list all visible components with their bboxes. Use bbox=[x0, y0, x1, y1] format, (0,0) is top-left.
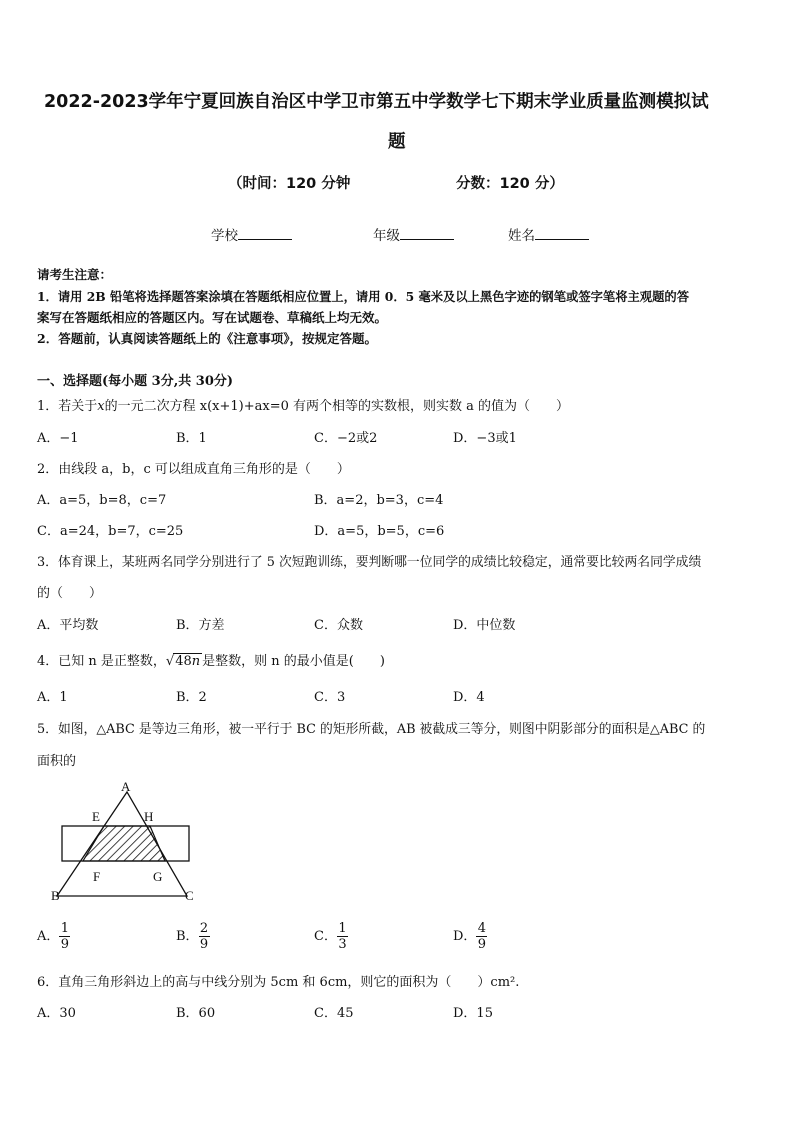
school-blank[interactable] bbox=[238, 227, 292, 240]
q3-option-a[interactable]: A．平均数 bbox=[37, 618, 99, 633]
grade-label: 年级 bbox=[373, 228, 400, 244]
label-b: B bbox=[51, 888, 60, 903]
q3-option-b[interactable]: B．方差 bbox=[176, 618, 225, 633]
label-a: A bbox=[121, 779, 131, 794]
name-blank[interactable] bbox=[535, 227, 589, 240]
q5-option-c[interactable]: C． $\frac{1}{3}$ bbox=[314, 921, 347, 952]
q1-option-a[interactable]: A．−1 bbox=[37, 431, 79, 446]
shaded-region bbox=[83, 826, 165, 861]
triangle-figure bbox=[45, 778, 205, 904]
q4-option-c[interactable]: C．3 bbox=[314, 690, 346, 705]
label-g: G bbox=[153, 869, 163, 884]
page-title-line2: 题 bbox=[388, 132, 406, 152]
question-1-stem: 1．若关于x的一元二次方程 x(x+1)+ax=0 有两个相等的实数根，则实数 a 的值为（ ） bbox=[37, 399, 570, 414]
sqrt-sign: √ bbox=[165, 654, 175, 669]
name-label: 姓名 bbox=[508, 228, 535, 244]
label-f: F bbox=[93, 869, 101, 884]
school-field[interactable] bbox=[211, 224, 292, 244]
school-label: 学校 bbox=[211, 228, 238, 244]
q4-option-b[interactable]: B．2 bbox=[176, 690, 207, 705]
q6-option-a[interactable]: A．30 bbox=[37, 1006, 76, 1021]
q3-option-c[interactable]: C．众数 bbox=[314, 618, 363, 633]
label-c: C bbox=[185, 888, 194, 903]
grade-field[interactable] bbox=[373, 224, 454, 244]
q5-option-b[interactable]: B． $\frac{2}{9}$ bbox=[176, 921, 209, 952]
q3-option-d[interactable]: D．中位数 bbox=[453, 618, 516, 633]
q1-option-c[interactable]: C．−2或2 bbox=[314, 431, 378, 446]
q6-option-c[interactable]: C．45 bbox=[314, 1006, 354, 1021]
question-5-line2: 面积的 bbox=[37, 754, 77, 769]
name-field[interactable] bbox=[508, 224, 589, 244]
notice-line1: 1．请用 2B 铅笔将选择题答案涂填在答题纸相应位置上，请用 0．5 毫米及以上黑色字迹的钢笔或签字笔将主观题的答 bbox=[37, 289, 689, 304]
label-e: E bbox=[92, 809, 100, 824]
q1-option-d[interactable]: D．−3或1 bbox=[453, 431, 517, 446]
q2-option-a[interactable]: A．a=5，b=8，c=7 bbox=[37, 493, 167, 508]
sqrt-radicand: 48n bbox=[175, 654, 201, 669]
question-2-stem: 2．由线段 a，b，c 可以组成直角三角形的是（ ） bbox=[37, 462, 350, 477]
grade-blank[interactable] bbox=[400, 227, 454, 240]
q5-option-d[interactable]: D． $\frac{4}{9}$ bbox=[453, 921, 487, 952]
q6-option-d[interactable]: D．15 bbox=[453, 1006, 493, 1021]
label-h: H bbox=[144, 809, 154, 824]
question-3-line1: 3．体育课上，某班两名同学分别进行了 5 次短跑训练，要判断哪一位同学的成绩比较稳定，通常要比较两名同学成绩 bbox=[37, 555, 702, 570]
question-5-line1: 5．如图，△ABC 是等边三角形，被一平行于 BC 的矩形所截，AB 被截成三等分，则图中阴影部分的面积是△ABC 的 bbox=[37, 722, 706, 737]
q2-option-d[interactable]: D．a=5，b=5，c=6 bbox=[314, 524, 445, 539]
q4-option-d[interactable]: D．4 bbox=[453, 690, 485, 705]
q2-option-b[interactable]: B．a=2，b=3，c=4 bbox=[314, 493, 444, 508]
q2-option-c[interactable]: C．a=24，b=7，c=25 bbox=[37, 524, 184, 539]
notice-line2: 案写在答题纸相应的答题区内。写在试题卷、草稿纸上均无效。 bbox=[37, 310, 388, 325]
section-heading: 一、选择题(每小题 3分,共 30分) bbox=[37, 374, 234, 389]
q5-option-a[interactable]: A． $\frac{1}{9}$ bbox=[37, 921, 70, 952]
page-title-line1: 2022-2023学年宁夏回族自治区中学卫市第五中学数学七下期末学业质量监测模拟试 bbox=[44, 92, 709, 112]
question-4-stem: 4．已知 n 是正整数，√48n 是整数，则 n 的最小值是( ) bbox=[37, 654, 385, 669]
q6-option-b[interactable]: B．60 bbox=[176, 1006, 216, 1021]
q4-option-a[interactable]: A．1 bbox=[37, 690, 68, 705]
exam-time: （时间：120 分钟 bbox=[228, 176, 351, 192]
notice-heading: 请考生注意： bbox=[37, 267, 113, 282]
exam-score: 分数：120 分） bbox=[456, 176, 564, 192]
question-3-line2: 的（ ） bbox=[37, 586, 103, 601]
question-6-stem: 6．直角三角形斜边上的高与中线分别为 5cm 和 6cm，则它的面积为（ ）cm². bbox=[37, 975, 520, 990]
notice-line3: 2．答题前，认真阅读答题纸上的《注意事项》，按规定答题。 bbox=[37, 331, 377, 346]
q1-option-b[interactable]: B．1 bbox=[176, 431, 207, 446]
